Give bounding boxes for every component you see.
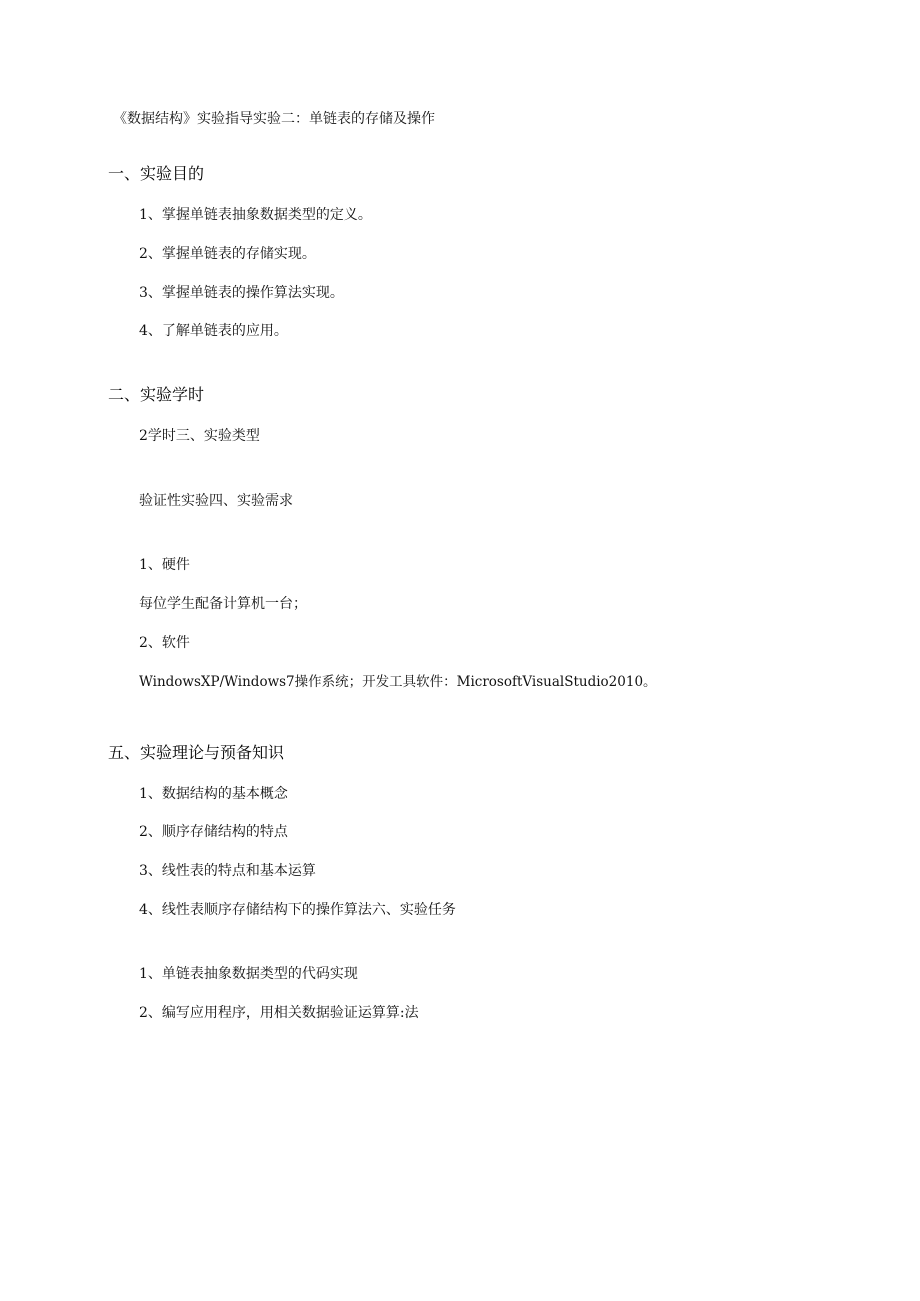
hardware-text: 每位学生配备计算机一台；: [139, 596, 307, 612]
section-heading-hours: 二、实验学时: [108, 385, 205, 404]
list-item: 1、数据结构的基本概念: [139, 786, 288, 802]
document-title: 《数据结构》实验指导实验二：单链表的存储及操作: [113, 111, 435, 127]
paragraph-type-requirements: 验证性实验四、实验需求: [139, 493, 293, 509]
software-text: WindowsXP/Windows7操作系统；开发工具软件：MicrosoftVisualStudio2010。: [139, 674, 657, 690]
hardware-label: 1、硬件: [139, 557, 190, 573]
list-item: 3、掌握单链表的操作算法实现。: [139, 285, 344, 301]
list-item: 3、线性表的特点和基本运算: [139, 863, 316, 879]
section-heading-theory: 五、实验理论与预备知识: [108, 743, 285, 762]
list-item: 4、线性表顺序存储结构下的操作算法六、实验任务: [139, 902, 456, 918]
section-heading-purpose: 一、实验目的: [108, 164, 205, 183]
software-label: 2、软件: [139, 635, 190, 651]
list-item: 2、顺序存储结构的特点: [139, 824, 288, 840]
list-item: 1、掌握单链表抽象数据类型的定义。: [139, 207, 372, 223]
list-item: 2、掌握单链表的存储实现。: [139, 246, 316, 262]
task-item: 2、编写应用程序，用相关数据验证运算算:法: [139, 1005, 419, 1021]
paragraph-hours-type: 2学时三、实验类型: [139, 428, 260, 444]
task-item: 1、单链表抽象数据类型的代码实现: [139, 966, 358, 982]
list-item: 4、了解单链表的应用。: [139, 323, 288, 339]
